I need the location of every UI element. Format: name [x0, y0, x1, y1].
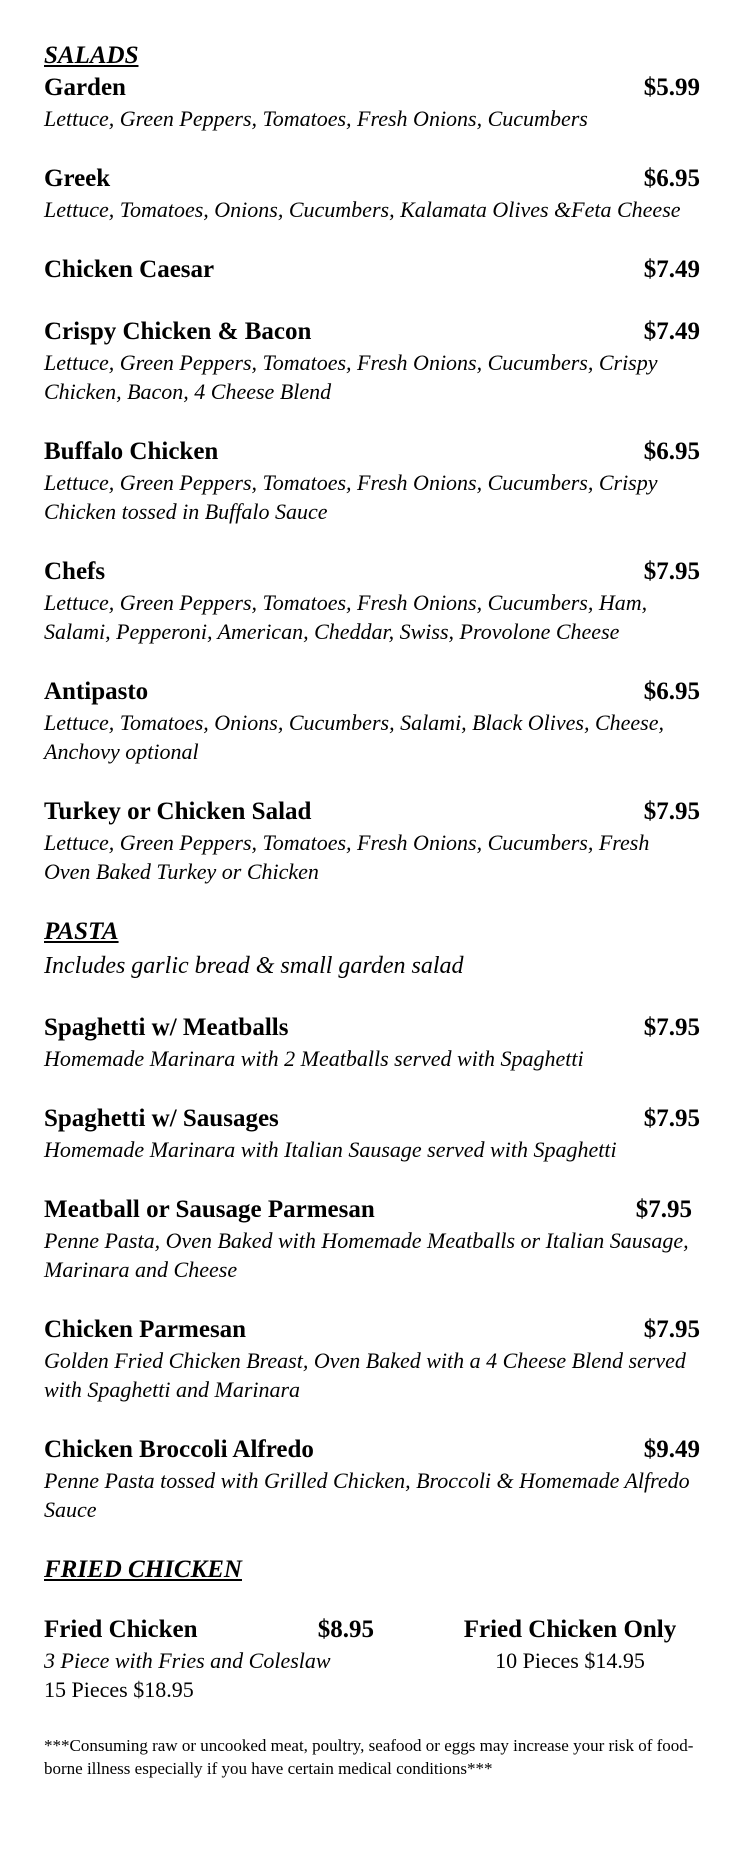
menu-item-fried-chicken-only — [440, 1614, 700, 1704]
item-price: $7.95 — [643, 558, 700, 585]
item-price: $7.49 — [643, 318, 700, 345]
item-description: 3 Piece with Fries and Coleslaw — [44, 1648, 331, 1673]
item-price: $7.95 — [635, 1196, 692, 1223]
item-name: Greek — [44, 165, 111, 192]
item-description: Lettuce, Green Peppers, Tomatoes, Fresh Onions, Cucumbers — [44, 106, 588, 131]
item-name: Buffalo Chicken — [44, 438, 219, 465]
section-heading-pasta: PASTA — [44, 918, 119, 945]
pasta-section — [44, 916, 700, 1524]
menu-item-chefs — [44, 556, 700, 646]
item-name: Chicken Caesar — [44, 256, 215, 283]
item-price: $6.95 — [643, 678, 700, 705]
item-price: $7.95 — [643, 1014, 700, 1041]
menu-item-buffalo-chicken — [44, 436, 700, 526]
item-name: Turkey or Chicken Salad — [44, 798, 312, 825]
salads-section — [44, 40, 700, 886]
menu-item-spaghetti-sausages — [44, 1103, 700, 1164]
menu-item-crispy-chicken-bacon — [44, 316, 700, 406]
item-description: Lettuce, Green Peppers, Tomatoes, Fresh Onions, Cucumbers, Ham, Salami, Pepperoni, American, Cheddar, Swiss, Provolone Cheese — [44, 590, 648, 644]
item-description: Lettuce, Green Peppers, Tomatoes, Fresh Onions, Cucumbers, Crispy Chicken tossed in Buffalo Sauce — [44, 470, 658, 524]
menu-item-garden — [44, 72, 700, 133]
menu-item-greek — [44, 163, 700, 224]
item-name: Spaghetti w/ Sausages — [44, 1105, 279, 1132]
item-name: Chicken Broccoli Alfredo — [44, 1436, 314, 1463]
item-description: Lettuce, Green Peppers, Tomatoes, Fresh Onions, Cucumbers, Crispy Chicken, Bacon, 4 Cheese Blend — [44, 350, 658, 404]
food-safety-disclaimer: ***Consuming raw or uncooked meat, poultry, seafood or eggs may increase your risk of food-borne illness especially if you have certain medical conditions*** — [44, 1736, 694, 1778]
fried-chicken-section — [44, 1554, 700, 1704]
item-name: Meatball or Sausage Parmesan — [44, 1196, 375, 1223]
item-name: Spaghetti w/ Meatballs — [44, 1014, 289, 1041]
item-price: $5.99 — [643, 74, 700, 101]
item-description: Golden Fried Chicken Breast, Oven Baked with a 4 Cheese Blend served with Spaghetti and Marinara — [44, 1348, 686, 1402]
item-description: Lettuce, Tomatoes, Onions, Cucumbers, Salami, Black Olives, Cheese, Anchovy optional — [44, 710, 664, 764]
section-note-pasta: Includes garlic bread & small garden salad — [44, 953, 464, 979]
item-description: Penne Pasta, Oven Baked with Homemade Meatballs or Italian Sausage, Marinara and Cheese — [44, 1228, 689, 1282]
item-name: Antipasto — [44, 678, 149, 705]
section-heading-fried-chicken: FRIED CHICKEN — [44, 1556, 242, 1583]
item-name: Garden — [44, 74, 126, 101]
item-description: Lettuce, Green Peppers, Tomatoes, Fresh Onions, Cucumbers, Fresh Oven Baked Turkey or Chicken — [44, 830, 650, 884]
item-name: Fried Chicken Only — [463, 1616, 677, 1643]
item-price: $6.95 — [643, 165, 700, 192]
item-price: $7.95 — [643, 1105, 700, 1132]
menu-item-meatball-sausage-parmesan — [44, 1194, 700, 1284]
menu-item-fried-chicken — [44, 1614, 389, 1704]
menu-item-turkey-chicken-salad — [44, 796, 700, 886]
menu-item-antipasto — [44, 676, 700, 766]
item-description: Lettuce, Tomatoes, Onions, Cucumbers, Kalamata Olives &Feta Cheese — [44, 197, 681, 222]
menu-item-chicken-broccoli-alfredo — [44, 1434, 700, 1524]
item-name: Fried Chicken — [44, 1616, 198, 1643]
menu-item-spaghetti-meatballs — [44, 1012, 700, 1073]
item-option: 10 Pieces $14.95 — [495, 1648, 645, 1673]
item-price: $7.95 — [643, 798, 700, 825]
item-price: $9.49 — [643, 1436, 700, 1463]
item-price: $7.95 — [643, 1316, 700, 1343]
item-name: Crispy Chicken & Bacon — [44, 318, 312, 345]
item-name: Chicken Parmesan — [44, 1316, 247, 1343]
item-description: Homemade Marinara with Italian Sausage served with Spaghetti — [44, 1137, 617, 1162]
item-price: $7.49 — [643, 256, 700, 283]
menu-item-chicken-parmesan — [44, 1314, 700, 1404]
section-heading-salads: SALADS — [44, 42, 139, 69]
menu-item-chicken-caesar — [44, 254, 700, 286]
item-price: $8.95 — [317, 1616, 374, 1643]
item-description: Penne Pasta tossed with Grilled Chicken, Broccoli & Homemade Alfredo Sauce — [44, 1468, 690, 1522]
item-name: Chefs — [44, 558, 106, 585]
item-description: Homemade Marinara with 2 Meatballs served with Spaghetti — [44, 1046, 584, 1071]
item-extra-option: 15 Pieces $18.95 — [44, 1677, 194, 1702]
item-price: $6.95 — [643, 438, 700, 465]
